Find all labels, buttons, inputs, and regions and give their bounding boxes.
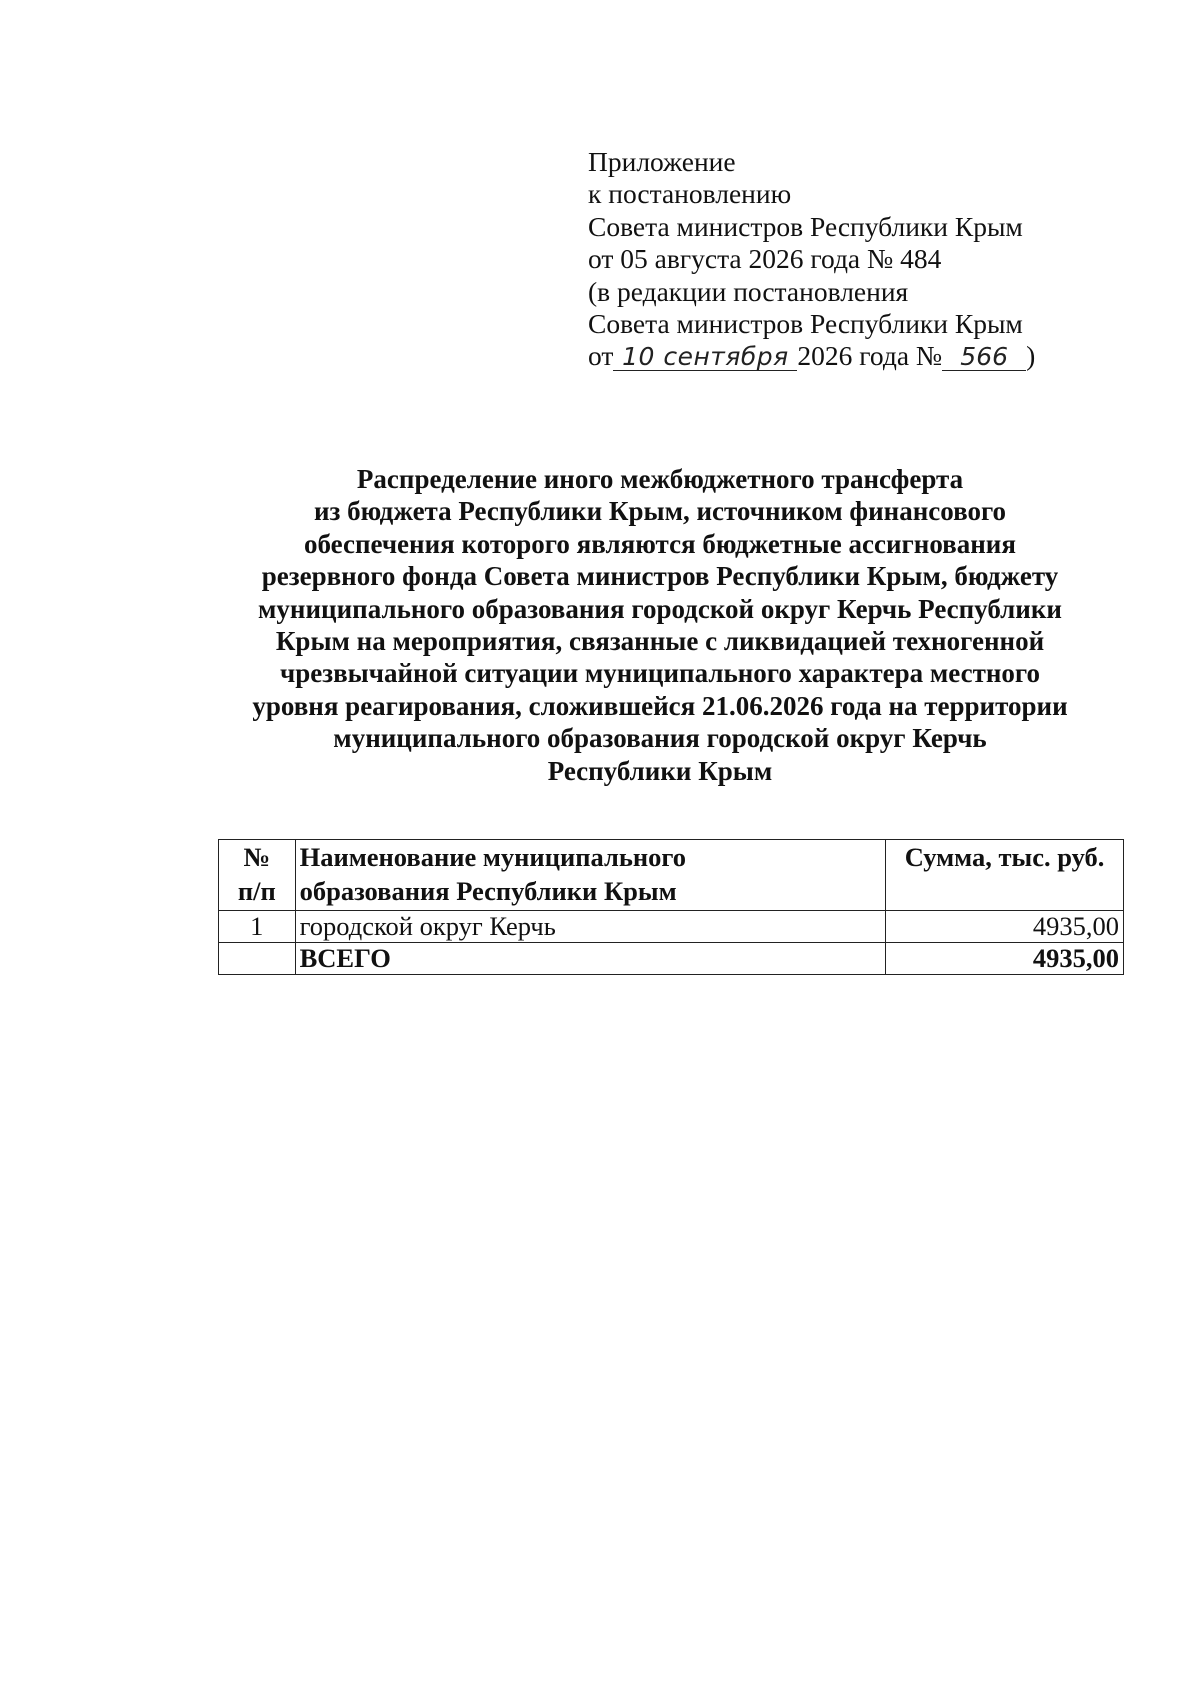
title-line: Крым на мероприятия, связанные с ликвидацией техногенной: [275, 626, 1045, 657]
appendix-block: [588, 146, 1088, 373]
amendment-middle: 2026 года №: [797, 340, 943, 372]
title-line: муниципального образования городской округ Керчь: [333, 723, 987, 754]
appendix-line: от 05 августа 2026 года № 484: [588, 243, 942, 275]
total-sum: 4935,00: [886, 943, 1124, 975]
header-number-line1: №: [243, 842, 271, 872]
handwritten-number: 566: [942, 344, 1026, 371]
document-title: [200, 463, 1120, 787]
table-header-row: [219, 840, 1124, 911]
title-line: из бюджета Республики Крым, источником финансового: [313, 496, 1007, 527]
cell-sum: 4935,00: [886, 911, 1124, 943]
allocation-table: [218, 839, 1124, 975]
title-line: муниципального образования городской округ Керчь Республики: [258, 593, 1062, 624]
title-line: резервного фонда Совета министров Республики Крым, бюджету: [261, 561, 1059, 592]
appendix-line: к постановлению: [588, 178, 792, 210]
appendix-line: (в редакции постановления: [588, 275, 909, 307]
header-name-line1: Наименование муниципального: [299, 842, 687, 872]
amendment-prefix: от: [588, 340, 614, 372]
table-row: [219, 911, 1124, 943]
header-sum: Сумма, тыс. руб.: [886, 840, 1124, 911]
header-number-line2: п/п: [237, 876, 276, 906]
header-name: [295, 840, 886, 911]
appendix-line: Совета министров Республики Крым: [588, 308, 1023, 340]
header-number: [219, 840, 296, 911]
handwritten-date: 10 сентября: [613, 344, 797, 371]
cell-number: 1: [219, 911, 296, 943]
title-line: Республики Крым: [547, 755, 773, 786]
total-label: ВСЕГО: [295, 943, 886, 975]
title-line: уровня реагирования, сложившейся 21.06.2026 года на территории: [252, 690, 1068, 721]
appendix-amendment-line: [588, 340, 1088, 372]
amendment-suffix: ): [1026, 340, 1036, 372]
title-line: чрезвычайной ситуации муниципального характера местного: [280, 658, 1040, 689]
appendix-line: Совета министров Республики Крым: [588, 210, 1023, 242]
cell-name: городской округ Керчь: [295, 911, 886, 943]
table-total-row: [219, 943, 1124, 975]
header-name-line2: образования Республики Крым: [299, 876, 677, 906]
title-line: обеспечения которого являются бюджетные ассигнования: [304, 528, 1016, 559]
appendix-line: Приложение: [588, 146, 736, 177]
title-line: Распределение иного межбюджетного трансферта: [356, 464, 964, 494]
total-number: [219, 943, 296, 975]
